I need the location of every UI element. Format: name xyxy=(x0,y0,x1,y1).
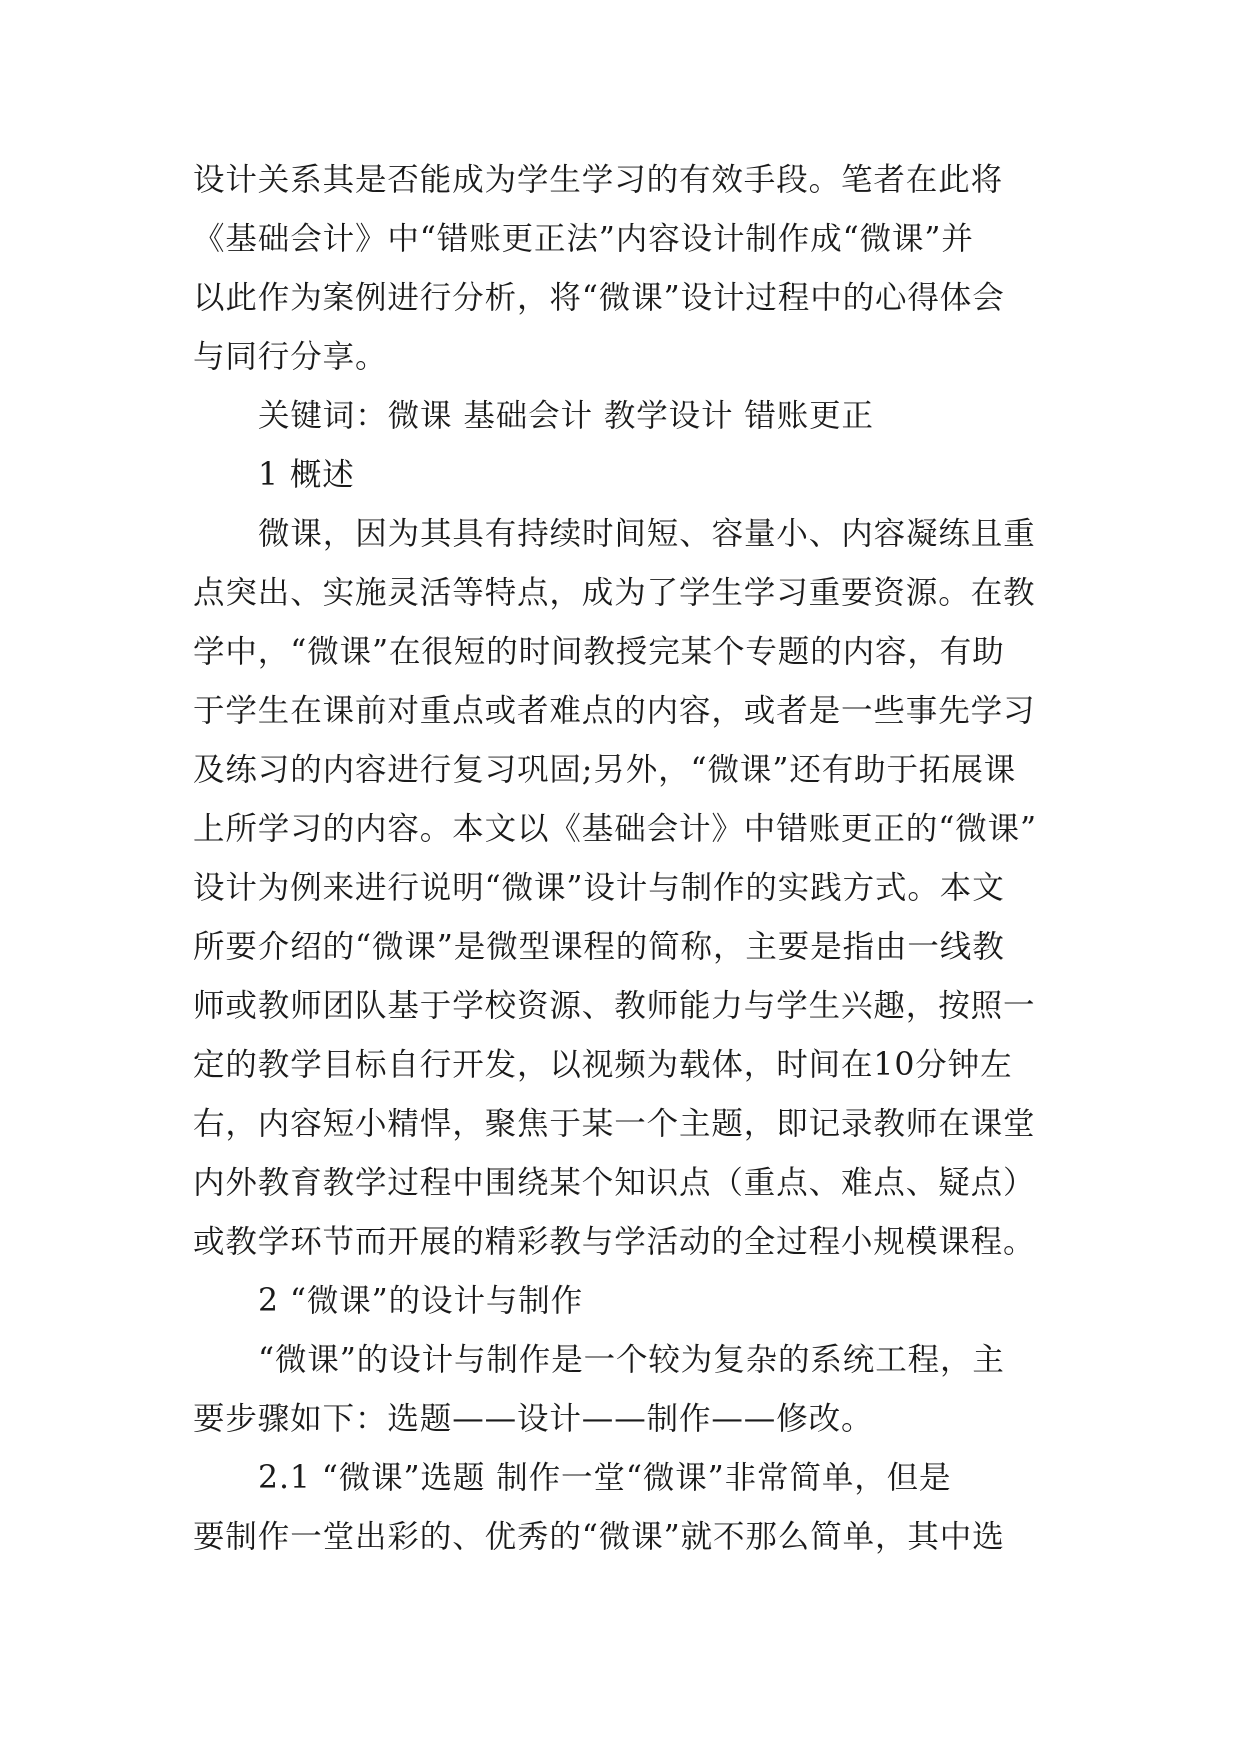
text-line: 以此作为案例进行分析，将“微课”设计过程中的心得体会 xyxy=(193,280,1005,316)
text-line: 点突出、实施灵活等特点，成为了学生学习重要资源。在教 xyxy=(193,575,1036,611)
text-line: 内外教育教学过程中围绕某个知识点（重点、难点、疑点） xyxy=(193,1165,1036,1201)
subsection-line: 2.1 “微课”选题 制作一堂“微课”非常简单，但是 xyxy=(258,1460,952,1496)
text-line: 要制作一堂出彩的、优秀的“微课”就不那么简单，其中选 xyxy=(193,1519,1005,1555)
section-heading: 2 “微课”的设计与制作 xyxy=(258,1283,584,1319)
text-line: 设计为例来进行说明“微课”设计与制作的实践方式。本文 xyxy=(193,870,1005,906)
text-line: “微课”的设计与制作是一个较为复杂的系统工程，主 xyxy=(258,1342,1005,1378)
keywords-line: 关键词：微课 基础会计 教学设计 错账更正 xyxy=(258,398,874,434)
text-line: 要步骤如下：选题——设计——制作——修改。 xyxy=(193,1401,874,1437)
text-line: 学中，“微课”在很短的时间教授完某个专题的内容，有助 xyxy=(193,634,1005,670)
text-line: 或教学环节而开展的精彩教与学活动的全过程小规模课程。 xyxy=(193,1224,1036,1260)
text-line: 所要介绍的“微课”是微型课程的简称，主要是指由一线教 xyxy=(193,929,1005,965)
text-line: 与同行分享。 xyxy=(193,339,388,375)
text-line: 设计关系其是否能成为学生学习的有效手段。笔者在此将 xyxy=(193,162,1004,198)
text-line: 定的教学目标自行开发，以视频为载体，时间在10分钟左 xyxy=(193,1047,1013,1083)
text-line: 师或教师团队基于学校资源、教师能力与学生兴趣，按照一 xyxy=(193,988,1036,1024)
text-line: 于学生在课前对重点或者难点的内容，或者是一些事先学习 xyxy=(193,693,1036,729)
text-line: 上所学习的内容。本文以《基础会计》中错账更正的“微课” xyxy=(193,811,1038,847)
text-line: 微课，因为其具有持续时间短、容量小、内容凝练且重 xyxy=(258,516,1036,552)
text-line: 及练习的内容进行复习巩固;另外，“微课”还有助于拓展课 xyxy=(193,752,1017,788)
text-line: 《基础会计》中“错账更正法”内容设计制作成“微课”并 xyxy=(193,221,974,257)
text-line: 右，内容短小精悍，聚焦于某一个主题，即记录教师在课堂 xyxy=(193,1106,1036,1142)
section-heading: 1 概述 xyxy=(258,457,355,493)
